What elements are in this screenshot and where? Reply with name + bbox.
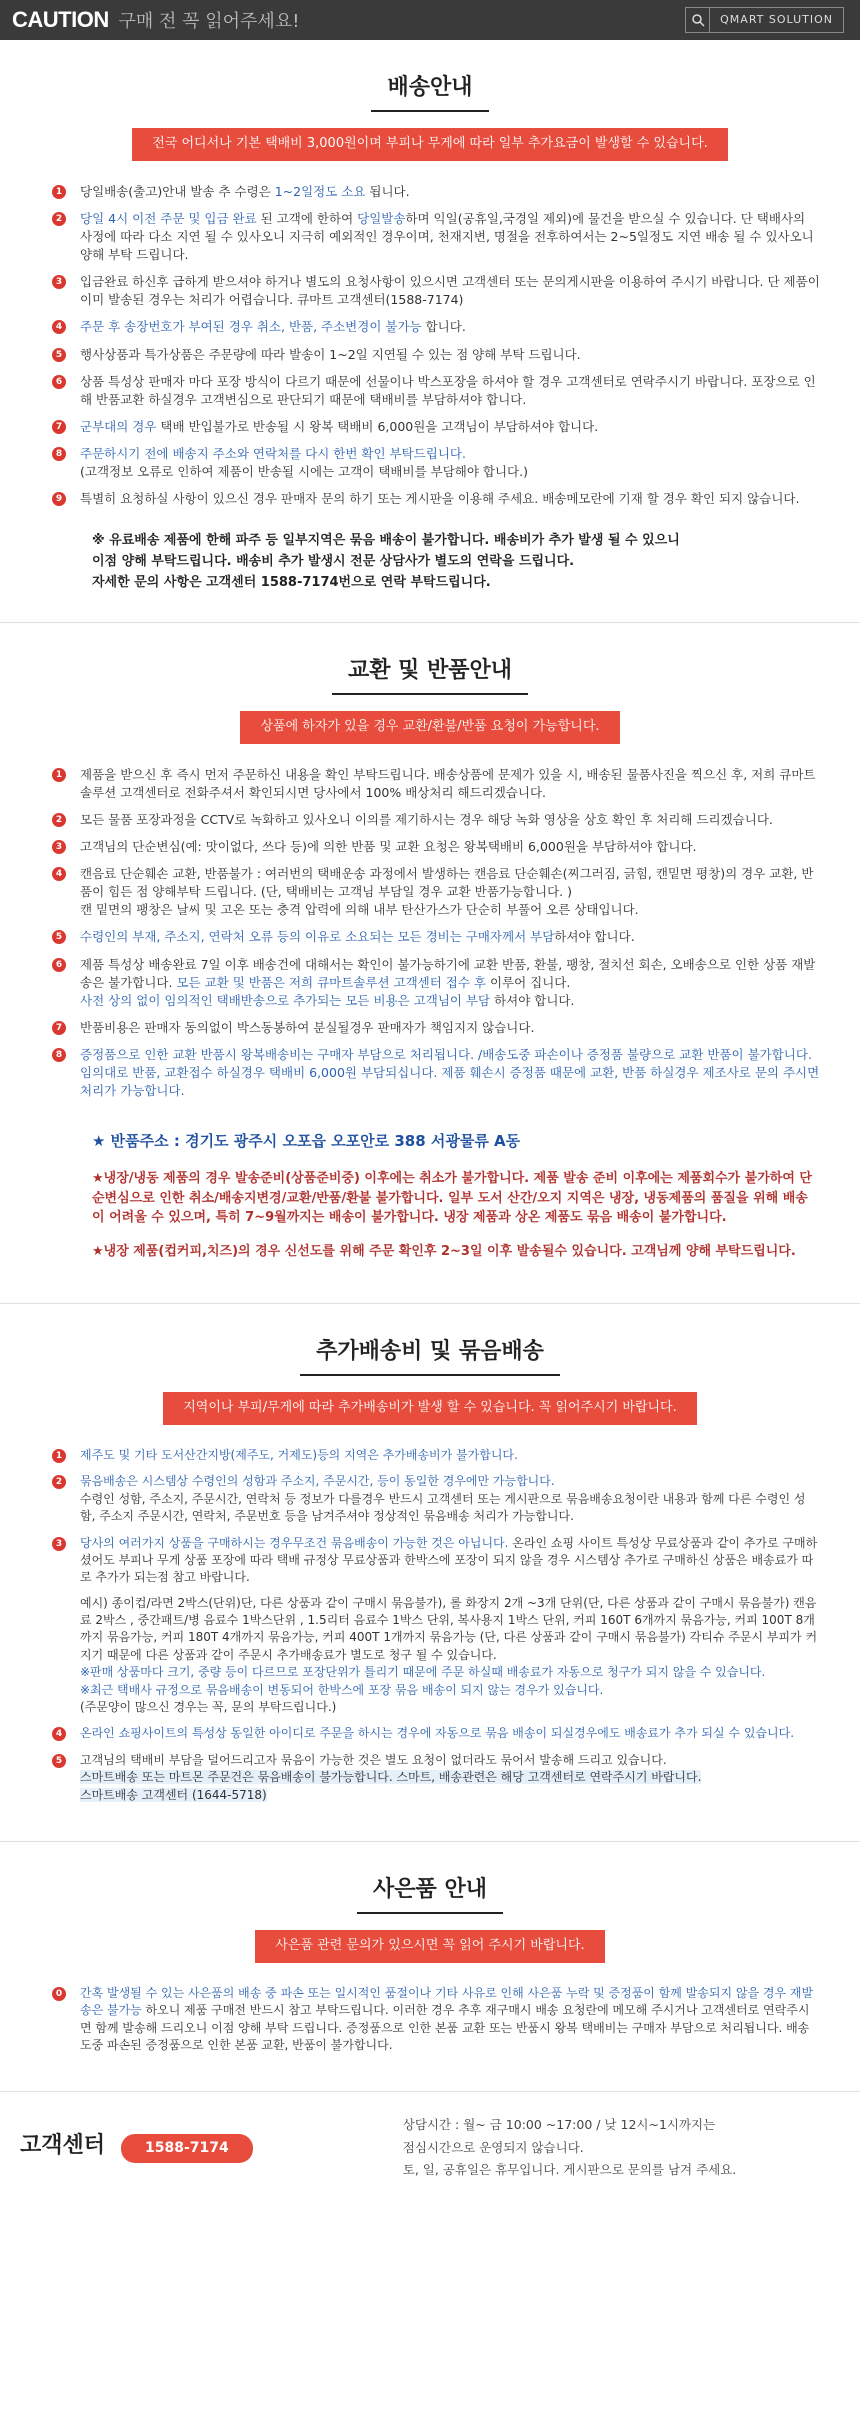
list-item: 4 캔음료 단순훼손 교환, 반품불가 : 여러번의 택배운송 과정에서 발생하는 캔음료 단순훼손(찌그러짐, 긁힘, 캔밑면 평창)의 경우 교환, 반품이 힘든 점 양해부탁 드립니다. (단, 택배비는 고객님 부담일 경우 교환 반품가능합니다. ) 캔 밑면의 팽창은 날씨 및 고온 또는 충격 압력에 의해 내부 탄산가스가 단순히 부풀어 오른 상태입니다. — [52, 865, 820, 919]
list-item: 4 주문 후 송장번호가 부여된 경우 취소, 반품, 주소변경이 불가능 합니다. — [52, 318, 820, 336]
list-item: 6 상품 특성상 판매자 마다 포장 방식이 다르기 때문에 선물이나 박스포장을 하셔야 할 경우 고객센터로 연락주시기 바랍니다. 포장으로 인해 반품교환 하실경우 고객변심으로 판단되기 때문에 택배비를 부담하셔야 합니다. — [52, 373, 820, 409]
business-hours: 상담시간 : 월~ 금 10:00 ~17:00 / 낮 12시~1시까지는 점심시간으로 운영되지 않습니다. 토, 일, 공휴일은 휴무입니다. 게시판으로 문의를 남겨 주세요. — [402, 2117, 737, 2178]
section-title: 교환 및 반품안내 — [332, 655, 528, 695]
section-title: 추가배송비 및 묶음배송 — [300, 1336, 560, 1376]
customer-center-label: 고객센터 — [20, 2133, 106, 2159]
caution-label: CAUTION — [12, 7, 109, 33]
list-item: 9 특별히 요청하실 사항이 있으신 경우 판매자 문의 하기 또는 게시판을 이용해 주세요. 배송메모란에 기재 할 경우 확인 되지 않습니다. — [52, 490, 820, 508]
top-banner — [0, 0, 860, 40]
section-title: 배송안내 — [371, 72, 488, 112]
list-item: 1 제품을 받으신 후 즉시 먼저 주문하신 내용을 확인 부탁드립니다. 배송상품에 문제가 있을 시, 배송된 물품사진을 찍으신 후, 저희 큐마트솔루션 고객센터로 전화주셔서 확인되시면 당사에서 100% 배상처리 해드리겠습니다. — [52, 766, 820, 802]
gift-list — [0, 1985, 860, 2055]
gift-section — [0, 1842, 860, 2092]
section-title: 사은품 안내 — [357, 1874, 503, 1914]
shipping-list — [0, 183, 860, 509]
brand-name: QMART SOLUTION — [720, 13, 833, 27]
section-banner: 지역이나 부피/무게에 따라 추가배송비가 발생 할 수 있습니다. 꼭 읽어주시기 바랍니다. — [163, 1392, 697, 1425]
exchange-section — [0, 623, 860, 1304]
shipping-note: ※ 유료배송 제품에 한해 파주 등 일부지역은 묶음 배송이 불가합니다. 배송비가 추가 발생 될 수 있으니 이점 양해 부탁드립니다. 배송비 추가 발생시 전문 상담사가 별도의 연락을 드립니다. 자세한 문의 사항은 고객센터 1588-7174번으로 연락 부탁드립니다. — [92, 533, 680, 591]
list-item: 5 수령인의 부재, 주소지, 연락처 오류 등의 이유로 소요되는 모든 경비는 구매자께서 부담하셔야 합니다. — [52, 928, 820, 946]
section-banner: 사은품 관련 문의가 있으시면 꼭 읽어 주시기 바랍니다. — [255, 1930, 604, 1963]
list-item: 4 온라인 쇼핑사이트의 특성상 동일한 아이디로 주문을 하시는 경우에 자동으로 묶음 배송이 되실경우에도 배송료가 추가 되실 수 있습니다. — [52, 1725, 820, 1742]
exchange-list — [0, 766, 860, 1101]
list-item: 2 묶음배송은 시스템상 수령인의 성함과 주소지, 주문시간, 등이 동일한 경우에만 가능합니다. 수령인 성함, 주소지, 주문시간, 연락처 등 정보가 다를경우 반드시 고객센터 또는 게시판으로 묶음배송요청이란 내용과 함께 다른 수령인 성함, 주소지 주문시간, 연락처, 주문번호 등을 남겨주셔야 정상적인 묶음배송 처리가 가능합니다. — [52, 1473, 820, 1525]
list-item: 6 제품 특성상 배송완료 7일 이후 배송건에 대해서는 확인이 불가능하기에 교환 반품, 환불, 팽창, 절치선 회손, 오배송으로 인한 상품 재발송은 불가합니다. 모든 교환 및 반품은 저희 큐마트솔루션 고객센터 접수 후 이루어 집니다. 사전 상의 없이 임의적인 택배반송으로 추가되는 모든 비용은 고객님이 부담 하셔야 합니다. — [52, 956, 820, 1010]
caution-subtitle: 구매 전 꼭 읽어주세요! — [118, 11, 300, 33]
list-item: 5 행사상품과 특가상품은 주문량에 따라 발송이 1~2일 지연될 수 있는 점 양해 부탁 드립니다. — [52, 346, 820, 364]
return-address: ★ 반품주소 : 경기도 광주시 오포읍 오포안로 388 서광물류 A동 — [92, 1132, 521, 1151]
search-icon — [686, 8, 710, 32]
list-item: 3 고객님의 단순변심(예: 맛이없다, 쓰다 등)에 의한 반품 및 교환 요청은 왕복택배비 6,000원을 부담하셔야 합니다. — [52, 838, 820, 856]
brand-logo — [685, 7, 844, 33]
list-item: 0 간혹 발생될 수 있는 사은품의 배송 중 파손 또는 일시적인 품절이나 기타 사유로 인해 사은품 누락 및 증정품이 함께 발송되지 않을 경우 재발송은 불가능 하오니 제품 구매전 반드시 참고 부탁드립니다. 이러한 경우 추후 재구매시 배송 요청란에 메모해 주시거나 고객센터로 연락주시면 함께 발송해 드리오니 이점 양해 부탁 드립니다. 증정품으로 인한 본품 교환 또는 반품시 왕복 택배비는 구매자 부담으로 처리됩니다. 배송도중 파손된 증정품으로 인한 본품 교환, 반품이 불가합니다. — [52, 1985, 820, 2055]
list-item: 3 입금완료 하신후 급하게 받으셔야 하거나 별도의 요청사항이 있으시면 고객센터 또는 문의게시판을 이용하여 주시기 바랍니다. 단 제품이 이미 발송된 경우는 처리가 어렵습니다. 큐마트 고객센터(1588-7174) — [52, 273, 820, 309]
shipping-section — [0, 40, 860, 623]
extra-shipping-section — [0, 1304, 860, 1842]
list-item: 3 당사의 여러가지 상품을 구매하시는 경우무조건 묶음배송이 가능한 것은 아닙니다. 온라인 쇼핑 사이트 특성상 무료상품과 같이 추가로 구매하셨어도 부피나 무게 상품 포장에 따라 택배 규정상 무료상품과 한박스에 포장이 되지 않을 경우 시스템상 추가로 구매하신 상품은 배송료가 따로 추가가 되는점 참고 바랍니다. 예시) 종이컵/라면 2박스(단위)단, 다른 상품과 같이 구매시 묶음불가), 롤 화장지 2개 ~3개 단위(단, 다른 상품과 같이 구매시 묶음불가) 캔음료 2박스 , 중간패트/병 음료수 1박스단위 , 1.5리터 음료수 1박스 단위, 복사용지 1박스 단위, 커피 160T 6개까지 묶음가능, 커피 100T 8개까지 묶음가능, 커피 180T 4개까지 묶음가능, 커피 400T 1개까지 묶음가능 (단, 다른 상품과 같이 구매시 묶음불가) 각티슈 주문시 부피가 커지기 때문에 다른 상품과 같이 주문시 추가배송료가 별도로 청구 될 수 있습니다. ※판매 상품마다 크기, 중량 등이 다르므로 포장단위가 틀리기 때문에 주문 하실때 배송료가 자동으로 청구가 되지 않을 수 있습니다. ※최근 택배사 규정으로 묶음배송이 변동되어 한박스에 포장 묶음 배송이 되지 않는 경우가 있습니다. (주문양이 많으신 경우는 꼭, 문의 부탁드립니다.) — [52, 1535, 820, 1717]
list-item: 7 군부대의 경우 택배 반입불가로 반송될 시 왕복 택배비 6,000원을 고객님이 부담하셔야 합니다. — [52, 418, 820, 436]
phone-number[interactable]: 1588-7174 — [121, 2134, 253, 2162]
section-banner: 상품에 하자가 있을 경우 교환/환불/반품 요청이 가능합니다. — [240, 711, 619, 744]
list-item: 1 당일배송(출고)안내 발송 추 수령은 1~2일정도 소요 됩니다. — [52, 183, 820, 201]
list-item: 2 당일 4시 이전 주문 및 입금 완료 된 고객에 한하여 당일발송하며 익일(공휴일,국경일 제외)에 물건을 받으실 수 있습니다. 단 택배사의 사정에 따라 다소 지연 될 수 있사오니 지극히 예외적인 경우이며, 천재지변, 명절을 전후하여서는 2~5일정도 지연 배송 될 수 있사오니 양해 부탁 드립니다. — [52, 210, 820, 264]
list-item: 8 주문하시기 전에 배송지 주소와 연락처를 다시 한번 확인 부탁드립니다. (고객정보 오류로 인하여 제품이 반송될 시에는 고객이 택배비를 부담해야 합니다.) — [52, 445, 820, 481]
cold-chain-warning: ★냉장/냉동 제품의 경우 발송준비(상품준비중) 이후에는 취소가 불가합니다. 제품 발송 준비 이후에는 제품회수가 불가하여 단순변심으로 인한 취소/배송지변경/교환/반품/환불 불가합니다. 일부 도서 산간/오지 지역은 냉장, 냉동제품의 품질을 위해 배송이 어려울 수 있으며, 특히 7~9월까지는 배송이 불가합니다. 냉장 제품과 상온 제품도 묶음 배송이 불가합니다. ★냉장 제품(컵커피,치즈)의 경우 신선도를 위해 주문 확인후 2~3일 이후 발송될수 있습니다. 고객님께 양해 부탁드립니다. — [92, 1171, 812, 1259]
list-item: 1 제주도 및 기타 도서산간지방(제주도, 거제도)등의 지역은 추가배송비가 불가합니다. — [52, 1447, 820, 1464]
footer — [0, 2092, 860, 2192]
list-item: 8 증정품으로 인한 교환 반품시 왕복배송비는 구매자 부담으로 처리됩니다. /배송도중 파손이나 증정품 불량으로 교환 반품이 불가합니다. 임의대로 반품, 교환접수 하실경우 택배비 6,000원 부담되십니다. 제품 훼손시 증정품 때문에 교환, 반품 하실경우 제조사로 문의 주시면 처리가 가능합니다. — [52, 1046, 820, 1100]
list-item: 7 반품비용은 판매자 동의없이 박스동봉하여 분실될경우 판매자가 책임지지 않습니다. — [52, 1019, 820, 1037]
section-banner: 전국 어디서나 기본 택배비 3,000원이며 부피나 무게에 따라 일부 추가요금이 발생할 수 있습니다. — [132, 128, 728, 161]
list-item: 2 모든 물품 포장과정을 CCTV로 녹화하고 있사오니 이의를 제기하시는 경우 해당 녹화 영상을 상호 확인 후 처리해 드리겠습니다. — [52, 811, 820, 829]
list-item: 5 고객님의 택배비 부담을 덜어드리고자 묶음이 가능한 것은 별도 요청이 없더라도 묶어서 발송해 드리고 있습니다. 스마트배송 또는 마트몬 주문건은 묶음배송이 불가능합니다. 스마트, 배송관련은 해당 고객센터로 연락주시기 바랍니다. 스마트배송 고객센터 (1644-5718) — [52, 1752, 820, 1804]
extra-list — [0, 1447, 860, 1804]
